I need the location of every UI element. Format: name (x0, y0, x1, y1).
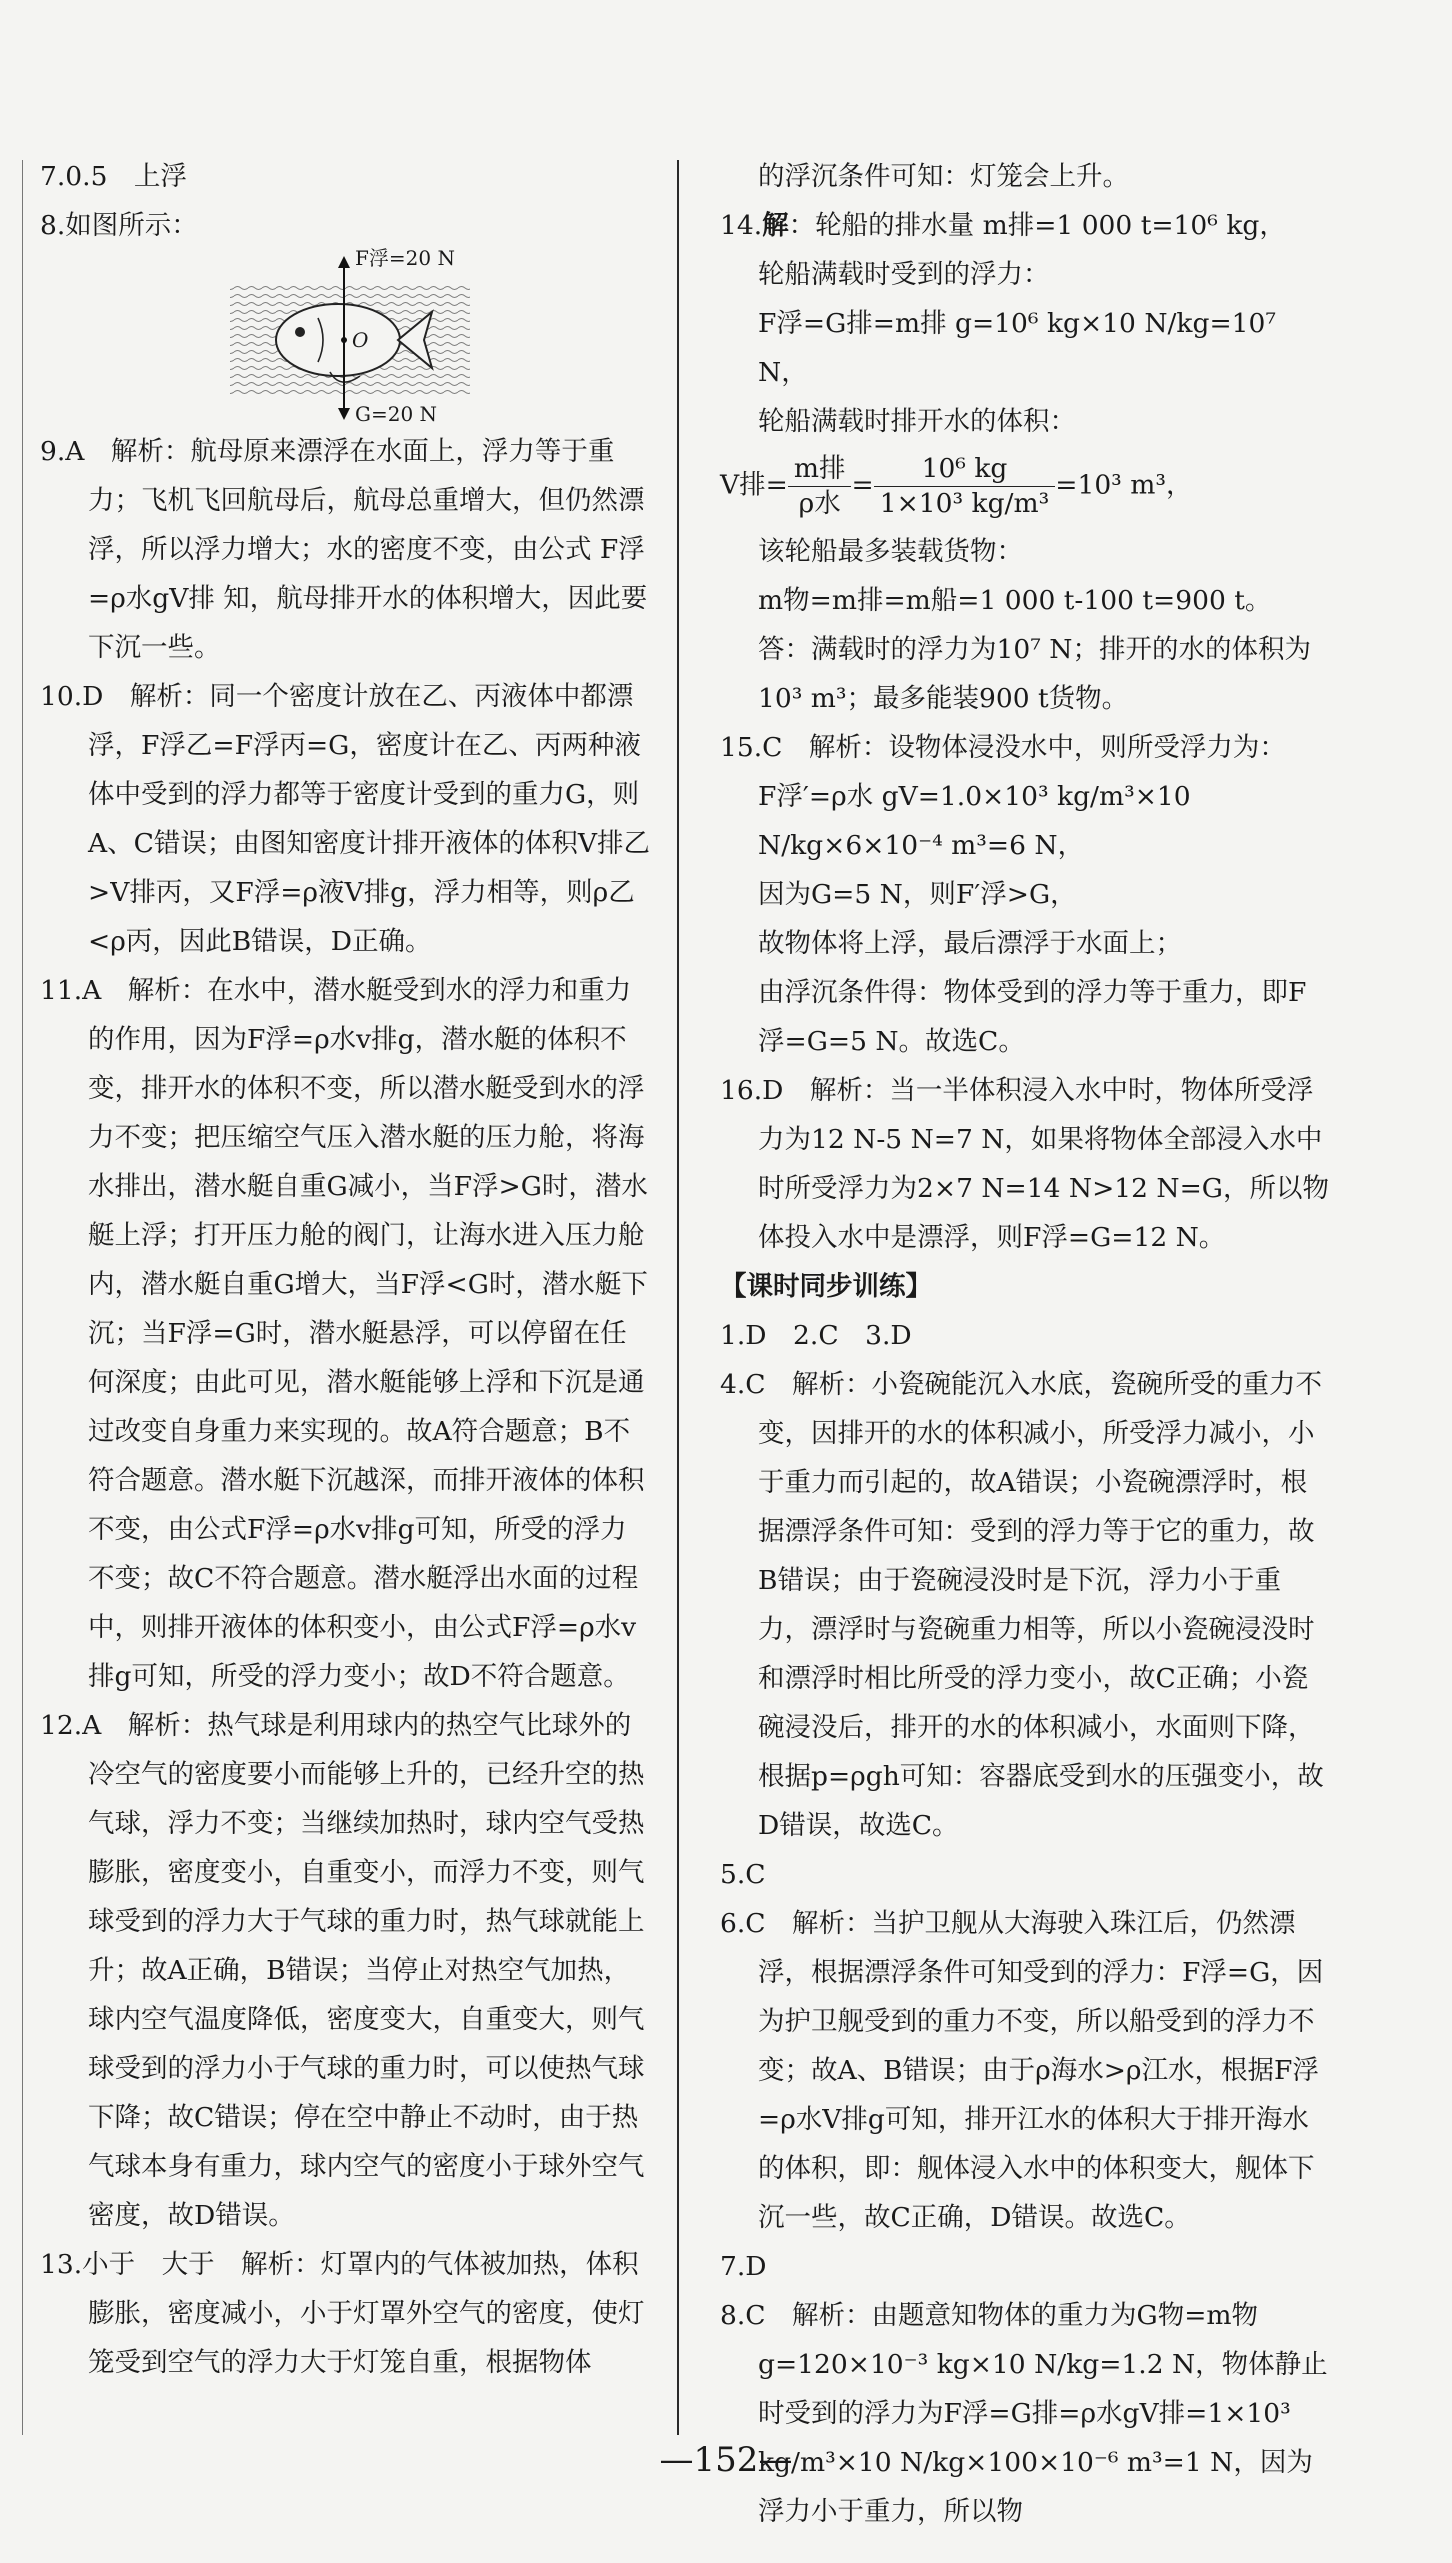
volume-formula-lhs: V排= (720, 469, 788, 501)
gravity-label: G=20 N (355, 402, 438, 426)
fish-body (276, 304, 400, 376)
training-answer-8: 8.C 解析：由题意知物体的重力为G物=m物g=120×10⁻³ kg×10 N/kg=1.2 N，物体静止时受到的浮力为F浮=G排=ρ水gV排=1×10³ kg/m³×10 N/kg×100×10⁻⁶ m³=1 N，因为浮力小于重力，所以物 (720, 2300, 1328, 2527)
answer-14-line-2: 轮船满载时受到的浮力： (758, 259, 1050, 290)
answer-9: 9.A 解析：航母原来漂浮在水面上，浮力等于重力；飞机飞回航母后，航母总重增大，但仍然漂浮，所以浮力增大；水的密度不变，由公式 F浮=ρ水gV排 知，航母排开水的体积增大，因此要下沉一些。 (40, 436, 648, 663)
answer-15-line-4: 由浮沉条件得：物体受到的浮力等于重力，即F浮=G=5 N。故选C。 (758, 977, 1307, 1057)
answer-13-continued: 的浮沉条件可知：灯笼会上升。 (758, 161, 1129, 192)
left-column (40, 152, 652, 2387)
training-answers-1-3: 1.D 2.C 3.D (720, 1320, 912, 1351)
fraction-2-denominator: 1×10³ kg/m³ (879, 488, 1050, 519)
right-column (720, 152, 1332, 2536)
answer-13: 13.小于 大于 解析：灯罩内的气体被加热，体积膨胀，密度减小，小于灯罩外空气的密度，使灯笼受到空气的浮力大于灯笼自重，根据物体 (40, 2249, 645, 2378)
answer-16: 16.D 解析：当一半体积浸入水中时，物体所受浮力为12 N-5 N=7 N，如果将物体全部浸入水中时所受浮力为2×7 N=14 N>12 N=G，所以物体投入水中是漂浮，则F浮=G=12 N。 (720, 1075, 1329, 1253)
fraction-mass-density (788, 452, 852, 521)
fish-force-diagram (40, 246, 652, 427)
answer-10: 10.D 解析：同一个密度计放在乙、丙液体中都漂浮，F浮乙=F浮丙=G，密度计在乙、丙两种液体中受到的浮力都等于密度计受到的重力G，则A、C错误；由图知密度计排开液体的体积V排乙>V排丙，又F浮=ρ液V排g，浮力相等，则ρ乙<ρ丙，因此B错误，D正确。 (40, 681, 651, 957)
training-answer-4: 4.C 解析：小瓷碗能沉入水底，瓷碗所受的重力不变，因排开的水的体积减小，所受浮力减小，小于重力而引起的，故A错误；小瓷碗漂浮时，根据漂浮条件可知：受到的浮力等于它的重力，故B错误；由于瓷碗浸没时是下沉，浮力小于重力，漂浮时与瓷碗重力相等，所以小瓷碗浸没时和漂浮时相比所受的浮力变小，故C正确；小瓷碗浸没后，排开的水的体积减小，水面则下降，根据p=ρgh可知：容器底受到水的压强变小，故D错误，故选C。 (720, 1369, 1324, 1841)
answer-14-line-6: m物=m排=m船=1 000 t-100 t=900 t。 (758, 585, 1272, 616)
gravity-arrowhead (338, 408, 350, 420)
answer-14-line-1: ：轮船的排水量 m排=1 000 t=10⁶ kg， (788, 210, 1286, 241)
left-margin-rule (22, 160, 23, 2435)
fraction-values (874, 452, 1056, 521)
answer-14 (720, 201, 1332, 250)
answer-15-line-1: F浮′=ρ水 gV=1.0×10³ kg/m³×10 N/kg×6×10⁻⁴ m³=6 N， (758, 781, 1191, 861)
answer-14-line-5: 该轮船最多装载货物： (758, 536, 1023, 567)
answer-15-line-3: 故物体将上浮，最后漂浮于水面上； (758, 928, 1182, 959)
answer-11: 11.A 解析：在水中，潜水艇受到水的浮力和重力的作用，因为F浮=ρ水v排g，潜水艇的体积不变，排开水的体积不变，所以潜水艇受到水的浮力不变；把压缩空气压入潜水艇的压力舱，将海水排出，潜水艇自重G减小，当F浮>G时，潜水艇上浮；打开压力舱的阀门，让海水进入压力舱内，潜水艇自重G增大，当F浮<G时，潜水艇下沉；当F浮=G时，潜水艇悬浮，可以停留在任何深度；由此可见，潜水艇能够上浮和下沉是通过改变自身重力来实现的。故A符合题意；B不符合题意。潜水艇下沉越深，而排开液体的体积不变，由公式F浮=ρ水v排g可知，所受的浮力不变；故C不符合题意。潜水艇浮出水面的过程中，则排开液体的体积变小，由公式F浮=ρ水v排g可知，所受的浮力变小；故D不符合题意。 (40, 975, 648, 1692)
buoyancy-label: F浮=20 N (355, 246, 455, 270)
fish-diagram-svg (220, 252, 480, 424)
fraction-1-numerator: m排 (788, 452, 852, 487)
answer-14-keyword: 解 (762, 210, 789, 241)
training-answer-6: 6.C 解析：当护卫舰从大海驶入珠江后，仍然漂浮，根据漂浮条件可知受到的浮力：F浮=G，因为护卫舰受到的重力不变，所以船受到的浮力不变；故A、B错误；由于ρ海水>ρ江水，根据F浮=ρ水V排g可知，排开江水的体积大于排开海水的体积，即：舰体浸入水中的体积变大，舰体下沉一些，故C正确，D错误。故选C。 (720, 1908, 1324, 2233)
answer-12: 12.A 解析：热气球是利用球内的热空气比球外的冷空气的密度要小而能够上升的，已经升空的热气球，浮力不变；当继续加热时，球内空气受热膨胀，密度变小，自重变小，而浮力不变，则气球受到的浮力大于气球的重力时，热气球就能上升；故A正确，B错误；当停止对热空气加热，球内空气温度降低，密度变大，自重变大，则气球受到的浮力小于气球的重力时，可以使热气球下降；故C错误；停在空中静止不动时，由于热气球本身有重力，球内空气的密度小于球外空气密度，故D错误。 (40, 1710, 645, 2231)
answer-14-line-7: 答：满载时的浮力为10⁷ N；排开的水的体积为10³ m³；最多能装900 t货物。 (758, 634, 1311, 714)
answer-14-number: 14. (720, 210, 763, 241)
fish-eye (295, 327, 305, 337)
center-label: O (352, 328, 369, 352)
training-answer-7: 7.D (720, 2251, 767, 2282)
column-divider (677, 160, 679, 2435)
training-answer-5: 5.C (720, 1859, 766, 1890)
center-point (341, 337, 347, 343)
answer-14-line-3: F浮=G排=m排 g=10⁶ kg×10 N/kg=10⁷ N， (758, 308, 1277, 388)
answer-7: 7.0.5 上浮 (40, 161, 187, 192)
answer-15: 15.C 解析：设物体浸没水中，则所受浮力为： (720, 732, 1286, 763)
answer-14-line-4: 轮船满载时排开水的体积： (758, 406, 1076, 437)
buoyancy-arrowhead (338, 256, 350, 268)
fraction-1-denominator: ρ水 (798, 488, 841, 519)
volume-formula: V排= $\frac{\text{m排}}{\text{ρ水}}$ = $\frac{\text{10⁶ kg}}{\text{1×10³ kg/m³}}$ =10³ m³， (720, 453, 1193, 519)
page-number: —152— (659, 2440, 793, 2480)
answer-8: 8.如图所示： (40, 210, 198, 241)
volume-formula-rhs: =10³ m³， (1055, 469, 1193, 501)
section-title: 【课时同步训练】 (720, 1271, 932, 1302)
answer-15-line-2: 因为G=5 N，则F′浮>G， (758, 879, 1077, 910)
fraction-2-numerator: 10⁶ kg (874, 452, 1056, 487)
